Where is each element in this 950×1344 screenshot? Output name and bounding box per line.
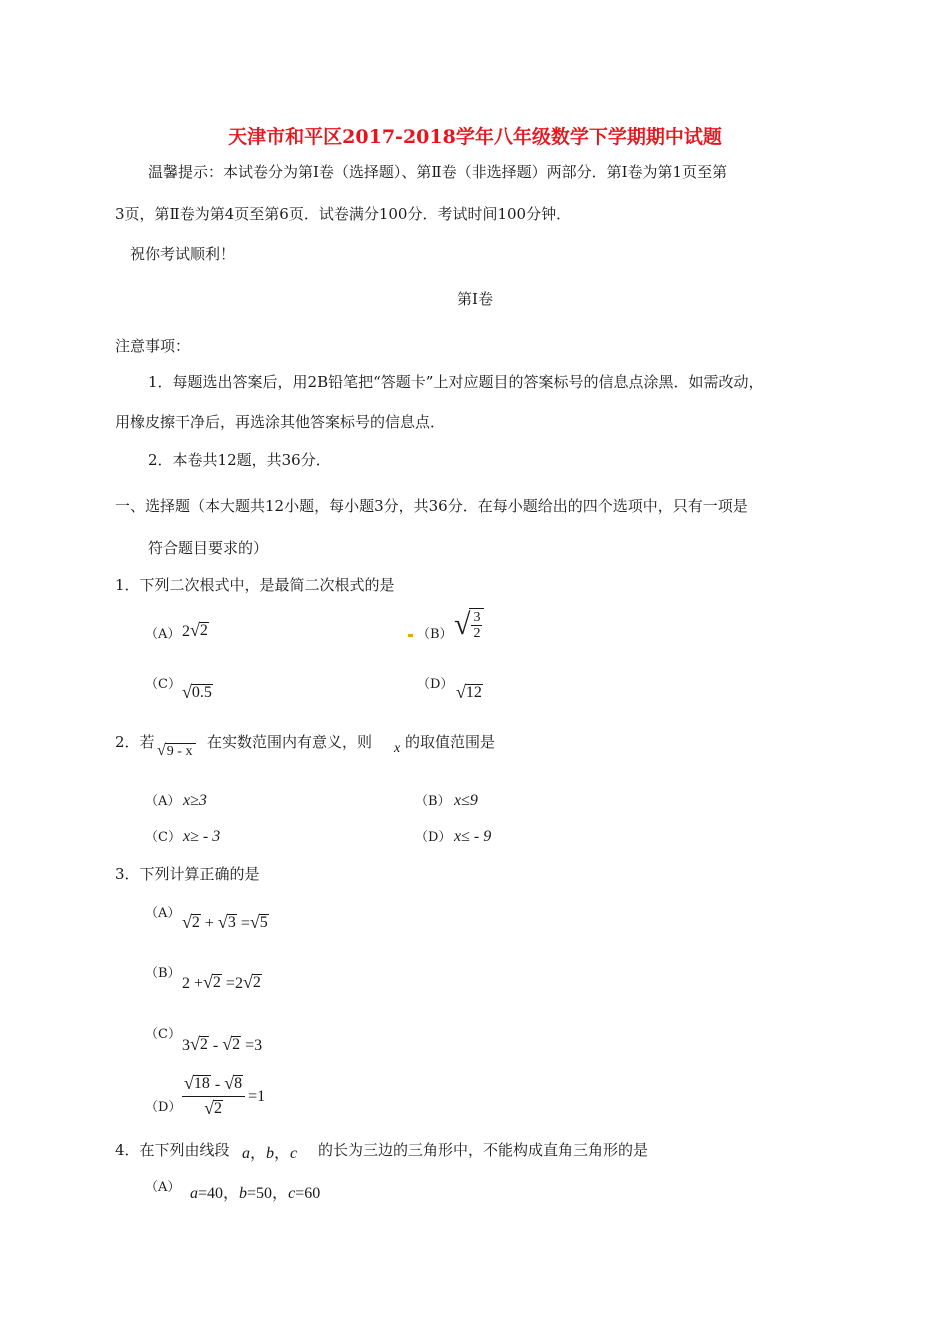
q4-a-value-b: =50， [247,1185,289,1202]
q3-d-fraction: √ 18 - √ 8 √ 2 [182,1074,245,1119]
q1-stem: 1．下列二次根式中，是最简二次根式的是 [115,576,395,594]
q4-option-a-label: （A） [145,1180,181,1195]
q3-c-radicand-1: 2 [199,1036,208,1053]
q3-a-plus: + [204,915,214,932]
q4-variables [242,1140,297,1163]
q4-a-value-c: =60 [295,1185,321,1202]
q4-var-a: a [242,1145,250,1162]
q4-sep-2: ， [274,1145,291,1162]
q4-var-b: b [266,1145,275,1162]
notice-1-line-2: 用橡皮擦干净后，再选涂其他答案标号的信息点． [115,413,446,431]
q4-a-var-a: a [190,1185,198,1202]
q3-option-d-expr [182,1074,265,1119]
part-1-line-1: 一、选择题（本大题共12小题，每小题3分，共36分．在每小题给出的四个选项中，只有一项是 [115,497,748,515]
q3-option-b-label: （B） [145,966,181,981]
q1-d-radicand: 12 [465,684,482,701]
q2-option-b-label: （B） [415,794,451,809]
q2-option-c-label: （C） [145,830,181,845]
q2-option-a-label: （A） [145,794,181,809]
q2-option-b-expr: x≤9 [454,792,478,809]
q2-option-c-expr: x≥ - 3 [183,828,221,845]
q4-stem-end: 的长为三边的三角形中，不能构成直角三角形的是 [318,1141,649,1159]
q2-option-a-expr: x≥3 [183,792,207,809]
section-title: 第Ⅰ卷 [457,290,493,308]
q2-option-d-expr: x≤ - 9 [454,828,492,845]
q3-b-radicand-2: 2 [252,974,261,991]
q1-b-numerator: 3 [473,610,481,625]
q3-option-b-expr: 2 + √ 2 =2 √ 2 [182,972,261,992]
q3-d-radicand-3: 2 [214,1100,222,1117]
q3-stem: 3．下列计算正确的是 [115,865,260,883]
q3-d-radicand-2: 8 [234,1075,243,1092]
q3-option-c-label: （C） [145,1027,181,1042]
q3-c-radicand-2: 2 [232,1036,241,1053]
q1-option-c-expr: √ 0.5 [182,682,212,702]
q1-c-radicand: 0.5 [191,684,212,701]
document-title: 天津市和平区2017-2018学年八年级数学下学期期中试题 [228,126,722,148]
q4-var-c: c [290,1145,298,1162]
q1-a-coef: 2 [182,623,190,640]
q1-option-b-label: （B） [417,627,453,642]
q3-b-lead: 2 + [182,975,204,992]
q1-option-b-expr: √ $\frac{3}{2}$ [454,608,484,641]
q1-b-denominator: 2 [473,626,481,641]
q1-option-a-expr: 2 √ 2 [182,620,208,640]
q3-c-equals: =3 [245,1037,263,1054]
q2-variable: x [394,741,401,756]
q3-d-minus: - [214,1076,221,1093]
q3-b-equals: =2 [225,975,243,992]
intro-line-2: 3页，第Ⅱ卷为第4页至第6页．试卷满分100分．考试时间100分钟． [115,205,572,223]
q3-c-minus: - [212,1037,219,1054]
q3-a-equals: = [240,915,250,932]
q2-option-d-label: （D） [415,830,452,845]
q3-d-equals: =1 [248,1087,266,1105]
q1-option-a-label: （A） [145,627,181,642]
q2-tail-text: 的取值范围是 [405,733,496,751]
q3-option-a-expr: √ 2 + √ 3 = √ 5 [182,912,268,932]
highlight-mark [408,634,413,637]
q4-option-a-expr [190,1180,320,1203]
q3-option-a-label: （A） [145,906,181,921]
q1-option-d-label: （D） [417,677,454,692]
part-1-line-2: 符合题目要求的） [148,539,269,557]
q1-option-c-label: （C） [145,677,181,692]
q1-option-d-expr: √ 12 [456,682,482,702]
q2-radicand: 9 - x [165,743,197,760]
q4-stem-start: 4．在下列由线段 [115,1141,230,1159]
q3-option-d-label: （D） [145,1100,182,1115]
q4-a-var-c: c [288,1185,296,1202]
q3-b-radicand-1: 2 [212,974,221,991]
q3-option-c-expr: 3 √ 2 - √ 2 =3 [182,1034,263,1054]
q3-a-radicand-3: 5 [259,914,268,931]
q3-a-radicand-2: 3 [227,914,236,931]
q4-sep-1: ， [250,1145,267,1162]
notice-heading: 注意事项： [115,337,191,355]
q4-a-value-a: =40， [198,1185,240,1202]
q4-a-var-b: b [239,1185,248,1202]
intro-line-1: 温馨提示：本试卷分为第Ⅰ卷（选择题）、第Ⅱ卷（非选择题）两部分．第Ⅰ卷为第1页至第 [148,163,728,181]
notice-1-line-1: 1．每题选出答案后，用2B铅笔把“答题卡”上对应题目的答案标号的信息点涂黑．如需改动， [148,373,764,391]
q3-d-radicand-1: 18 [193,1075,210,1092]
q3-a-radicand-1: 2 [191,914,200,931]
q1-a-radicand: 2 [199,622,208,639]
q3-c-lead: 3 [182,1037,190,1054]
q2-radical-expr: √ 9 - x [157,742,196,760]
wish-text: 祝你考试顺利！ [130,245,236,263]
q2-middle-text: 在实数范围内有意义，则 [207,733,373,751]
notice-2: 2．本卷共12题，共36分． [148,451,331,469]
q2-number: 2．若 [115,733,155,751]
